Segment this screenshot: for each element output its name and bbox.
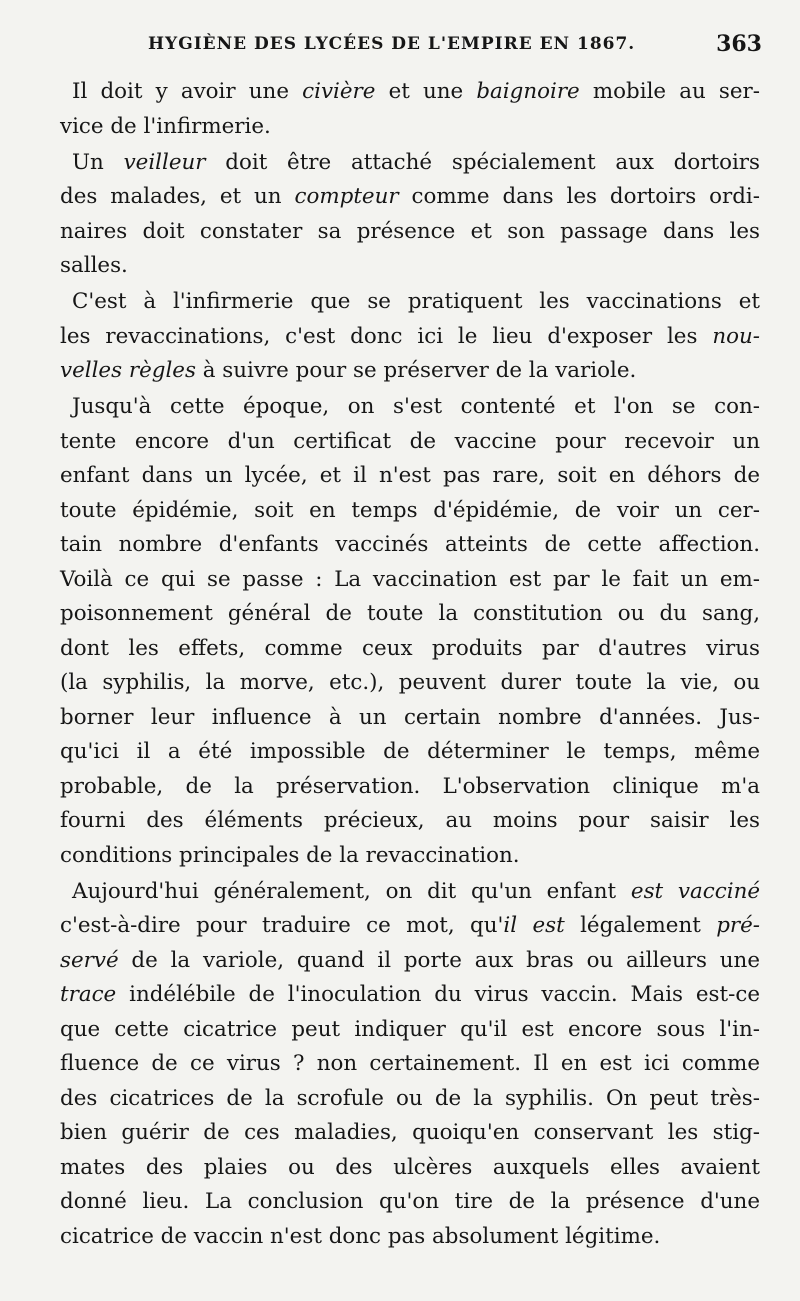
italic-run: veilleur [123,149,206,175]
text-line [60,666,760,701]
text-run: enfant dans un lycée, et il n'est pas rare, soit en déhors de [60,463,760,488]
text-line [60,701,760,736]
text-line [60,459,760,494]
text-run: c'est-à-dire pour traduire ce mot, qu' [60,913,504,938]
text-run: Aujourd'hui généralement, on dit qu'un enfant [72,878,631,904]
text-line [60,249,760,284]
text-run: que cette cicatrice peut indiquer qu'il est encore sous l'in- [60,1016,760,1042]
text-run: légalement [564,913,717,938]
text-run: doit être attaché spécialement aux dortoirs [205,149,760,175]
italic-run: trace [60,982,117,1007]
italic-run: pré- [716,913,760,938]
text-line [60,215,760,250]
text-run: les revaccinations, c'est donc ici le lieu d'exposer les [60,323,713,349]
page-header [60,31,762,60]
italic-run: compteur [294,184,399,209]
text-line [60,425,760,460]
text-run: Jusqu'à cette époque, on s'est contenté et l'on se con- [72,394,760,419]
text-line [60,909,760,944]
text-line [60,1082,760,1117]
text-run: fluence de ce virus ? non certainement. Il en est ici comme [60,1051,760,1076]
text-line [60,354,760,389]
text-line [60,110,760,145]
text-run: cicatrice de vaccin n'est donc pas absolument légitime. [60,1223,661,1249]
text-run: fourni des éléments précieux, au moins pour saisir les [60,808,760,833]
text-line [60,494,760,529]
text-run: comme dans les dortoirs ordi- [398,184,760,209]
text-run: dont les effets, comme ceux produits par d'autres virus [60,635,760,661]
page-number: 363 [716,31,762,57]
italic-run: est vacciné [630,878,761,904]
paragraph [60,285,760,389]
text-run: vice de l'infirmerie. [60,113,271,139]
paragraph [60,390,760,873]
text-run: toute épidémie, soit en temps d'épidémie, de voir un cer- [60,497,760,523]
text-line [60,839,760,874]
page-body [60,75,760,1256]
text-line [60,320,760,355]
text-line [60,1013,760,1048]
text-line [60,563,760,598]
text-run: poisonnement général de toute la constitution ou du sang, [60,601,760,626]
paragraph [60,146,760,284]
text-run: Il doit y avoir une [72,79,303,104]
text-run: et une [375,79,477,104]
text-run: des cicatrices de la scrofule ou de la syphilis. On peut très- [60,1085,760,1111]
text-run: indélébile de l'inoculation du virus vaccin. Mais est-ce [116,982,760,1007]
text-line [60,75,760,110]
text-line [60,770,760,805]
text-line [60,1220,760,1255]
italic-run: servé [60,947,119,973]
text-line [60,944,760,979]
text-line [60,1116,760,1151]
running-title: HYGIÈNE DES LYCÉES DE L'EMPIRE EN 1867. [148,34,636,54]
text-line [60,285,760,320]
text-run: borner leur influence à un certain nombre d'années. Jus- [60,704,760,730]
text-line [60,390,760,425]
text-line [60,528,760,563]
text-run: qu'ici il a été impossible de déterminer le temps, même [60,739,760,764]
italic-run: nou- [712,323,760,349]
text-run: probable, de la préservation. L'observation clinique m'a [60,773,760,799]
paragraph [60,875,760,1255]
text-run: Voilà ce qui se passe : La vaccination est par le fait un em- [60,566,760,592]
text-run: mobile au ser- [579,79,760,104]
text-line [60,1047,760,1082]
text-line [60,632,760,667]
text-run: conditions principales de la revaccination. [60,842,520,868]
text-line [60,1185,760,1220]
paragraph [60,75,760,144]
text-line [60,875,760,910]
text-run: Un [72,149,124,175]
text-line [60,735,760,770]
text-line [60,180,760,215]
text-line [60,597,760,632]
text-run: C'est à l'infirmerie que se pratiquent les vaccinations et [72,289,760,314]
text-run: mates des plaies ou des ulcères auxquels elles avaient [60,1154,760,1180]
text-run: naires doit constater sa présence et son passage dans les [60,218,760,244]
text-run: donné lieu. La conclusion qu'on tire de la présence d'une [60,1189,760,1214]
italic-run: velles règles [60,358,196,383]
italic-run: civière [302,79,376,104]
italic-run: il est [503,913,565,938]
text-run: à suivre pour se préserver de la variole. [195,358,637,383]
text-run: salles. [60,253,128,278]
text-run: (la syphilis, la morve, etc.), peuvent durer toute la vie, ou [60,670,760,695]
text-line [60,804,760,839]
text-run: bien guérir de ces maladies, quoiqu'en conservant les stig- [60,1120,760,1145]
text-line [60,978,760,1013]
italic-run: baignoire [476,79,580,104]
text-line [60,1151,760,1186]
text-run: de la variole, quand il porte aux bras ou ailleurs une [118,947,760,973]
text-run: tente encore d'un certificat de vaccine pour recevoir un [60,428,760,454]
text-run: des malades, et un [60,184,295,209]
text-line [60,146,760,181]
text-run: tain nombre d'enfants vaccinés atteints de cette affection. [60,532,760,557]
